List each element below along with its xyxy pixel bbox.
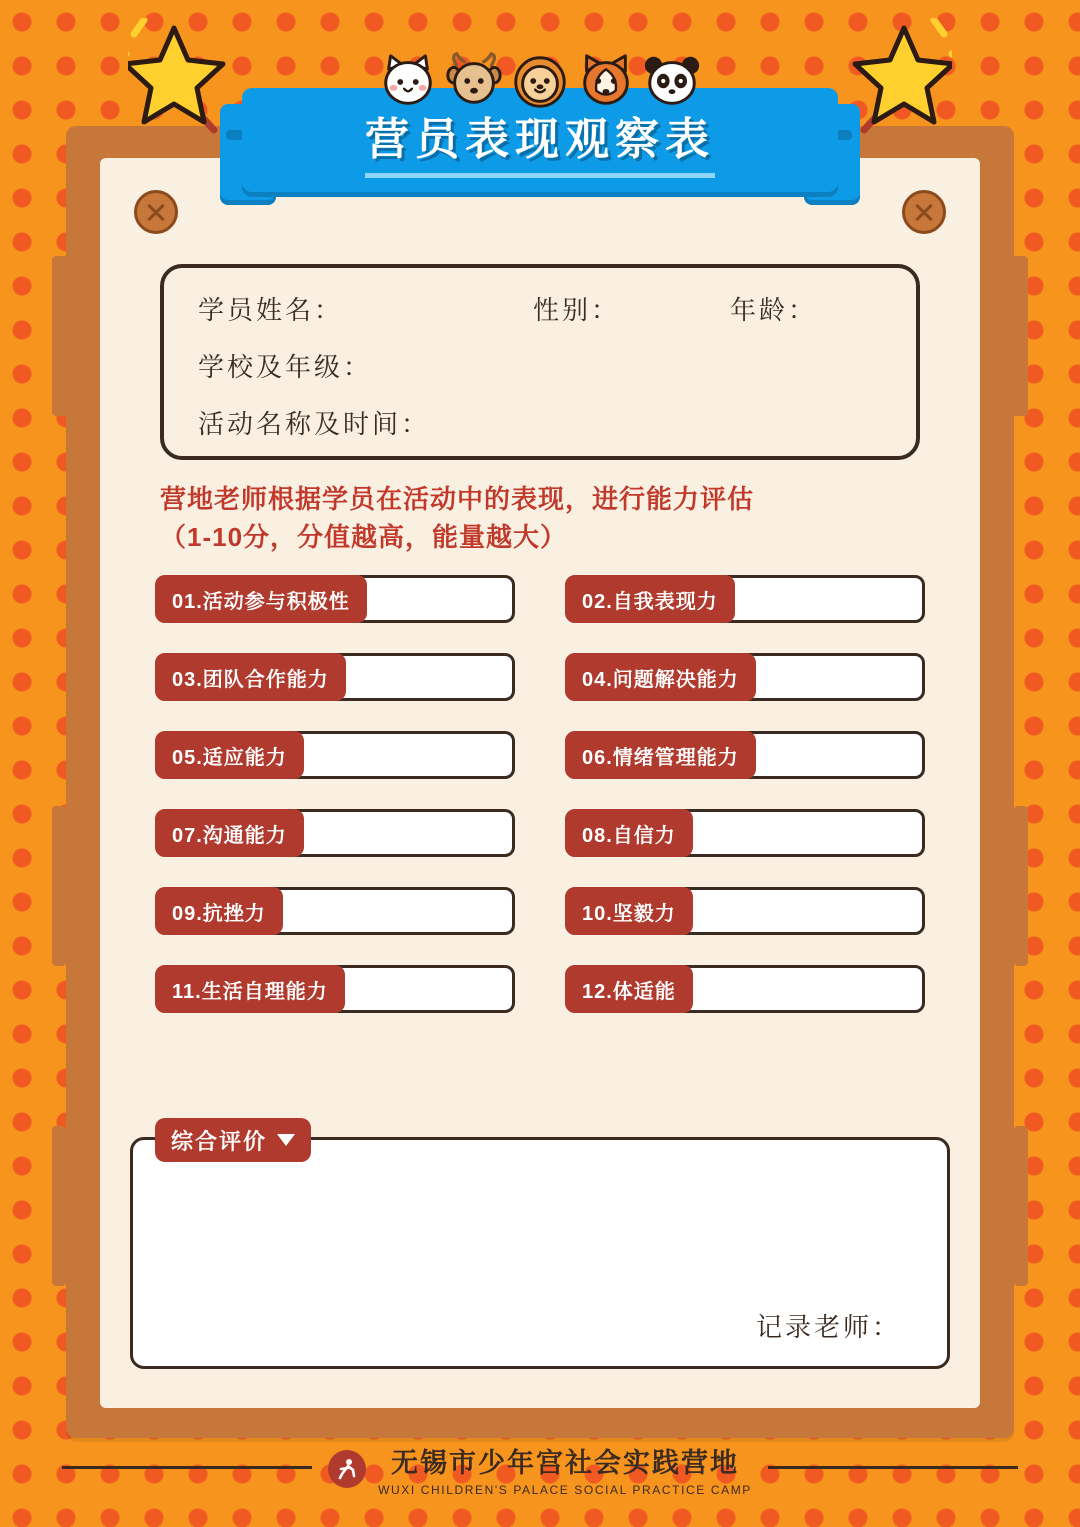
ability-item — [565, 653, 925, 701]
ability-label: 09.抗挫力 — [155, 887, 283, 935]
school-grade-label: 学校及年级： — [198, 352, 373, 382]
ability-item — [155, 887, 515, 935]
ability-label: 10.坚毅力 — [565, 887, 693, 935]
lion-head-icon — [509, 50, 571, 112]
ability-label: 06.情绪管理能力 — [565, 731, 756, 779]
ability-item — [565, 809, 925, 857]
info-row-basic — [198, 290, 882, 327]
animal-head-group — [377, 50, 703, 112]
ability-label: 02.自我表现力 — [565, 575, 735, 623]
frame-notch-right-3 — [1014, 1126, 1028, 1286]
ability-item — [155, 653, 515, 701]
cat-head-icon — [377, 50, 439, 112]
instruction-text — [160, 480, 940, 556]
overall-comment-input[interactable] — [130, 1137, 950, 1369]
frame-notch-left-2 — [52, 806, 66, 966]
activity-time-label: 活动名称及时间： — [198, 409, 431, 439]
ability-item — [155, 575, 515, 623]
overall-comment-label: 综合评价 — [171, 1128, 268, 1154]
student-info-box — [160, 264, 920, 460]
ability-item — [155, 809, 515, 857]
gender-label: 性别： — [533, 295, 621, 325]
frame-notch-left-3 — [52, 1126, 66, 1286]
ability-item — [565, 887, 925, 935]
ability-label: 01.活动参与积极性 — [155, 575, 367, 623]
info-row-school — [198, 347, 882, 384]
ability-label: 08.自信力 — [565, 809, 693, 857]
ability-label: 05.适应能力 — [155, 731, 304, 779]
ability-item — [565, 575, 925, 623]
ability-rating-grid — [155, 575, 925, 1013]
ability-label: 12.体适能 — [565, 965, 693, 1013]
age-label: 年龄： — [730, 295, 818, 325]
student-name-label: 学员姓名： — [198, 295, 344, 325]
instruction-line-1: 营地老师根据学员在活动中的表现，进行能力评估 — [160, 484, 755, 514]
ability-item — [155, 965, 515, 1013]
ability-item — [155, 731, 515, 779]
recorder-teacher-label: 记录老师： — [755, 1312, 901, 1342]
page-title: 营员表现观察表 — [365, 103, 715, 178]
ability-item — [565, 965, 925, 1013]
panda-head-icon — [641, 50, 703, 112]
fox-head-icon — [575, 50, 637, 112]
instruction-line-2: （1-10分，分值越高，能量越大） — [160, 522, 568, 552]
ability-label: 03.团队合作能力 — [155, 653, 346, 701]
footer-brand — [328, 1441, 752, 1497]
footer-name-cn: 无锡市少年宫社会实践营地 — [390, 1448, 739, 1478]
footer-rule-right — [768, 1466, 1018, 1472]
footer — [0, 1439, 1080, 1499]
title-banner-area — [0, 88, 1080, 218]
footer-name-en: WUXI CHILDREN'S PALACE SOCIAL PRACTICE CAMP — [378, 1483, 752, 1497]
triangle-down-icon — [277, 1134, 295, 1146]
footer-rule-left — [62, 1466, 312, 1472]
overall-comment-tag — [155, 1118, 311, 1162]
deer-head-icon — [443, 50, 505, 112]
ability-label: 04.问题解决能力 — [565, 653, 756, 701]
ability-item — [565, 731, 925, 779]
info-row-activity — [198, 404, 882, 441]
running-figure-logo-icon — [328, 1450, 366, 1488]
footer-text — [378, 1441, 752, 1497]
frame-notch-right-2 — [1014, 806, 1028, 966]
ability-label: 07.沟通能力 — [155, 809, 304, 857]
ability-label: 11.生活自理能力 — [155, 965, 345, 1013]
